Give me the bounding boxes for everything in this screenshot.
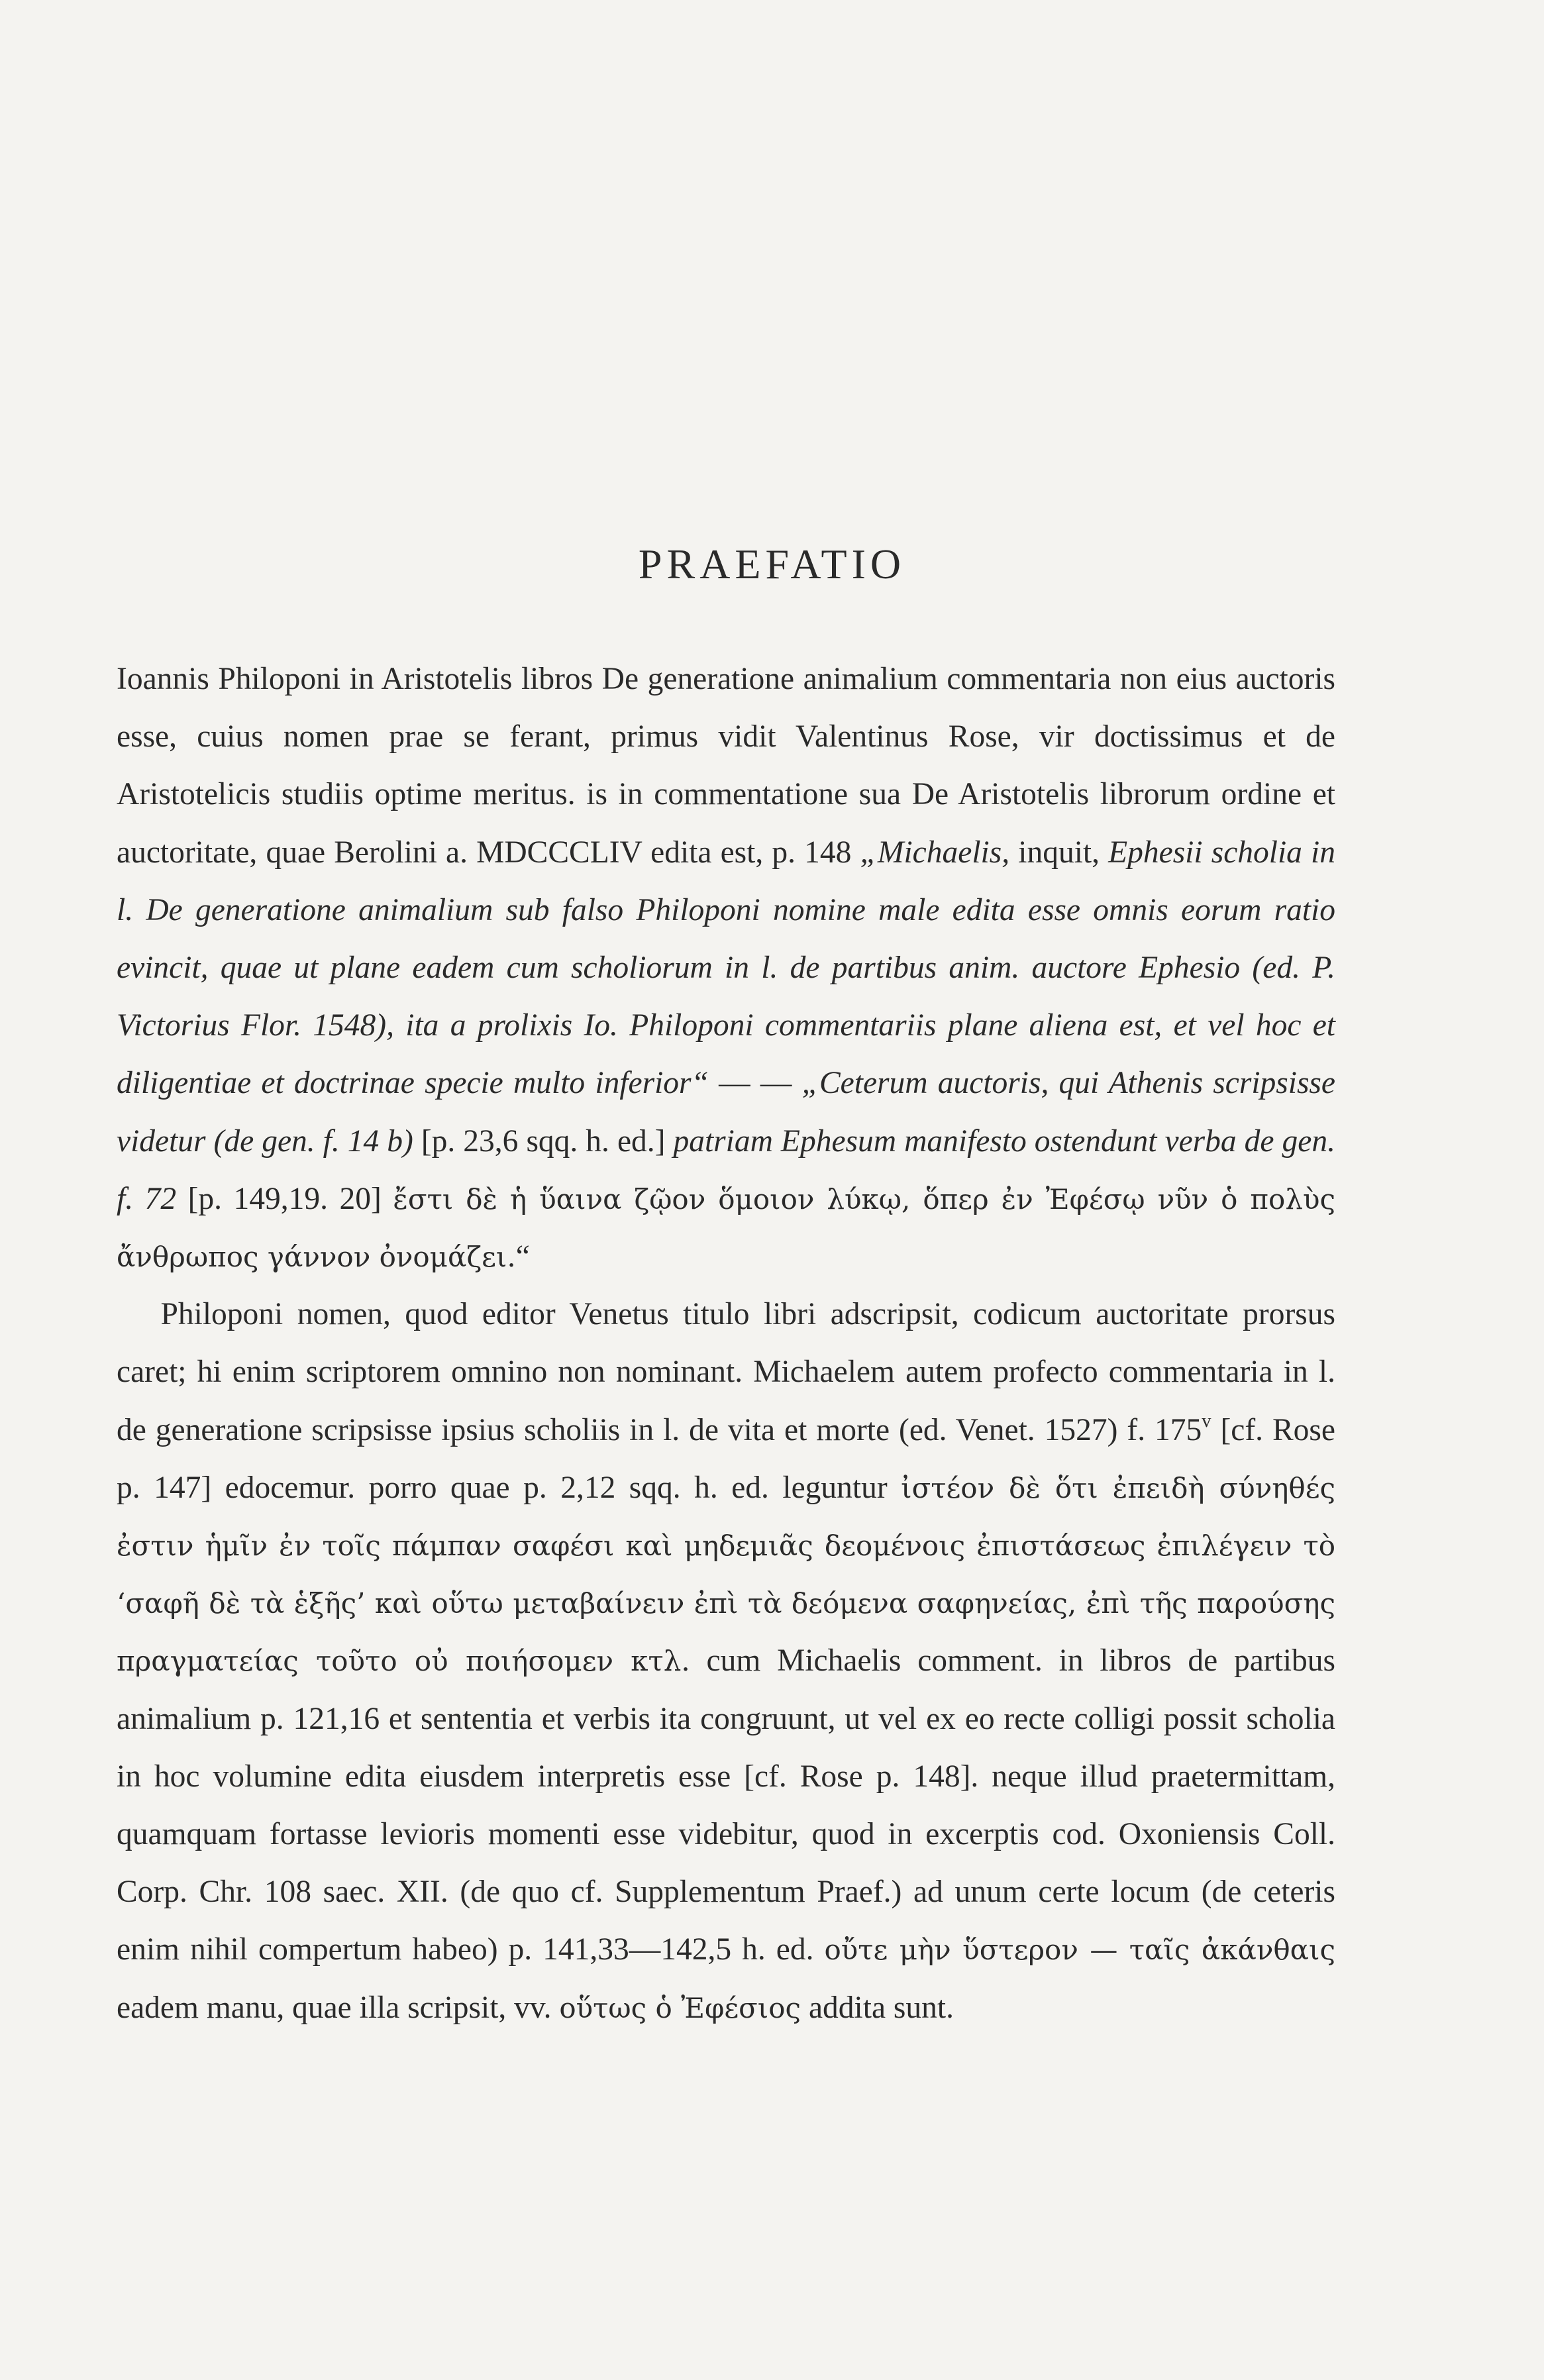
paragraph-1 xyxy=(117,650,1335,1286)
p1-text-3: — — xyxy=(708,1066,802,1101)
paragraph-2 xyxy=(117,1286,1335,2037)
p1-quote-3: „Ceterum auctoris, qui Athenis scripsisse videtur (de gen. f. 14 b) xyxy=(117,1066,1336,1159)
p1-text-4: [p. 23,6 sqq. h. ed.] xyxy=(413,1123,674,1159)
p1-quote-1: „Michaelis, xyxy=(860,835,1010,870)
p1-quote-2: Ephesii scholia in l. De generatione animalium sub falso Philoponi nomine male edita esse omnis eorum ratio evincit, quae ut plane eadem cum scholiorum in l. de partibus anim. auctore Ephesio (ed. P. Victorius Flor. 1548), ita a prolixis Io. Philoponi commentariis plane aliena est, et vel hoc et diligentiae et doctrinae specie multo inferior“ xyxy=(117,835,1335,1101)
p2-text-4: eadem manu, quae illa scripsit, vv. xyxy=(117,1990,560,2025)
p2-greek-3: οὕτως ὁ Ἐφέσιος xyxy=(559,1991,801,2024)
p1-greek-1: ἔστι δὲ ἡ ὕαινα ζῷον ὅμοιον λύκῳ, ὅπερ ἐν Ἐφέσῳ νῦν ὁ πολὺς ἄνθρωπος γάννον ὀνομάζει. xyxy=(117,1182,1335,1274)
p2-greek-1: ἰστέον δὲ ὅτι ἐπειδὴ σύνηθές ἐστιν ἡμῖν ἐν τοῖς πάμπαν σαφέσι καὶ μηδεμιᾶς δεομένοις ἐπιστάσεως ἐπιλέγειν τὸ ‘σαφῆ δὲ τὰ ἑξῆς’ καὶ οὕτω μεταβαίνειν ἐπὶ τὰ δεόμενα σαφηνείας, ἐπὶ τῆς παρούσης πραγματείας τοῦτο οὐ ποιήσομεν κτλ. xyxy=(117,1471,1335,1678)
p1-text-5: [p. 149,19. 20] xyxy=(176,1181,393,1216)
preface-body xyxy=(117,650,1335,2037)
p2-greek-2: οὔτε μὴν ὕστερον — ταῖς ἀκάνθαις xyxy=(824,1934,1335,1967)
p2-text-2: [cf. Rose p. 147] edocemur. porro quae p. 2,12 sqq. h. ed. leguntur xyxy=(117,1412,1336,1505)
p2-superscript: v xyxy=(1202,1410,1211,1431)
p1-text-1: Ioannis Philoponi in Aristotelis libros De generatione animalium commentaria non eius auctoris esse, cuius nomen prae se ferant, primus vidit Valentinus Rose, vir doctissimus et de Aristotelicis studiis optime meritus. is in commentatione sua De Aristotelis librorum ordine et auctoritate, quae Berolini a. MDCCCLIV edita est, p. 148 xyxy=(117,662,1335,870)
p2-text-1: Philoponi nomen, quod editor Venetus titulo libri adscripsit, codicum auctoritate prorsus caret; hi enim scriptorem omnino non nominant. Michaelem autem profecto commentaria in l. de generatione scripsisse ipsius scholiis in l. de vita et morte (ed. Venet. 1527) f. 175 xyxy=(117,1297,1335,1447)
p1-text-2: inquit, xyxy=(1009,835,1109,870)
p1-text-6: “ xyxy=(515,1239,530,1274)
p2-text-3: cum Michaelis comment. in libros de partibus animalium p. 121,16 et sententia et verbis ita congruunt, ut vel ex eo recte colligi possit scholia in hoc volumine edita eiusdem interpretis esse [cf. Rose p. 148]. neque illud praetermittam, quamquam fortasse levioris momenti esse videbitur, quod in excerptis cod. Oxoniensis Coll. Corp. Chr. 108 saec. XII. (de quo cf. Supplementum Praef.) ad unum certe locum (de ceteris enim nihil compertum habeo) p. 141,33—142,5 h. ed. xyxy=(117,1643,1336,1967)
p1-quote-4: patriam Ephesum manifesto ostendunt verba de gen. f. 72 xyxy=(117,1123,1335,1216)
page-title: PRAEFATIO xyxy=(638,541,906,588)
p2-text-5: addita sunt. xyxy=(801,1990,954,2025)
